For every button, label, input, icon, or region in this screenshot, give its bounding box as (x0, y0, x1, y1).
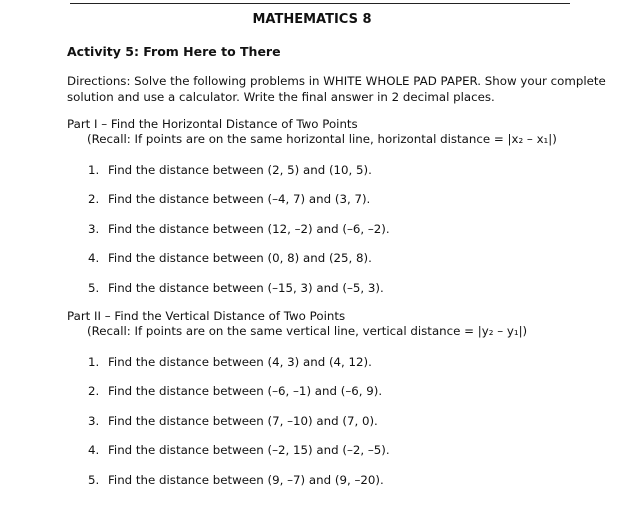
part1-problem-2 (88, 192, 370, 206)
problem-number: 3. (88, 414, 100, 428)
part2-problem-3 (88, 414, 378, 428)
problem-number: 4. (88, 443, 100, 457)
problem-number: 2. (88, 192, 100, 206)
problem-number: 2. (88, 384, 100, 398)
directions-line-1: Directions: Solve the following problems in WHITE WHOLE PAD PAPER. Show your complete (67, 74, 606, 88)
problem-text: Find the distance between (7, –10) and (7, 0). (108, 414, 378, 428)
part1-title: Part I – Find the Horizontal Distance of Two Points (67, 117, 358, 131)
part2-recall: (Recall: If points are on the same vertical line, vertical distance = |y₂ – y₁|) (87, 324, 528, 338)
page-title: MATHEMATICS 8 (252, 12, 372, 27)
problem-number: 3. (88, 222, 100, 236)
part1-problem-4 (88, 251, 372, 265)
problem-text: Find the distance between (–2, 15) and (–2, –5). (108, 443, 390, 457)
directions (67, 73, 606, 105)
problem-number: 5. (88, 473, 100, 487)
directions-line-2: solution and use a calculator. Write the final answer in 2 decimal places. (67, 90, 495, 104)
problem-text: Find the distance between (–15, 3) and (–5, 3). (108, 281, 384, 295)
problem-text: Find the distance between (0, 8) and (25, 8). (108, 251, 372, 265)
part2-problem-5 (88, 473, 384, 487)
problem-text: Find the distance between (9, –7) and (9, –20). (108, 473, 384, 487)
top-rule (70, 3, 570, 4)
problem-text: Find the distance between (–4, 7) and (3, 7). (108, 192, 371, 206)
problem-text: Find the distance between (12, –2) and (–6, –2). (108, 222, 390, 236)
part1-problem-3 (88, 222, 390, 236)
problem-number: 5. (88, 281, 100, 295)
activity-heading: Activity 5: From Here to There (67, 44, 281, 59)
problem-number: 1. (88, 163, 100, 177)
problem-text: Find the distance between (2, 5) and (10, 5). (108, 163, 372, 177)
part1-recall: (Recall: If points are on the same horizontal line, horizontal distance = |x₂ – x₁|) (87, 132, 557, 146)
part2-problem-4 (88, 443, 390, 457)
part1-problem-5 (88, 281, 384, 295)
part1-problem-1 (88, 163, 372, 177)
problem-text: Find the distance between (–6, –1) and (–6, 9). (108, 384, 383, 398)
part2-title: Part II – Find the Vertical Distance of Two Points (67, 309, 346, 323)
problem-number: 1. (88, 355, 100, 369)
problem-text: Find the distance between (4, 3) and (4, 12). (108, 355, 372, 369)
problem-number: 4. (88, 251, 100, 265)
part2-problem-1 (88, 355, 372, 369)
part2-problem-2 (88, 384, 382, 398)
